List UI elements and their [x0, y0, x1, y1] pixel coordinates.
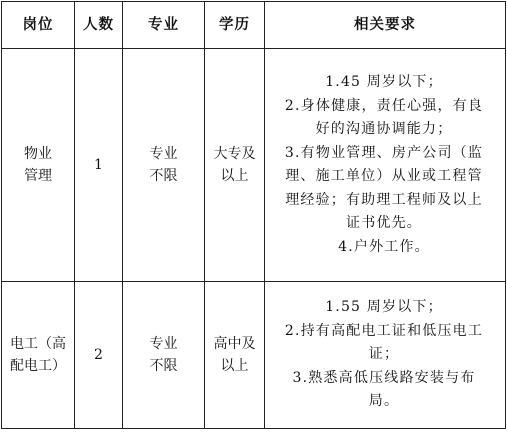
education-cell: [205, 282, 265, 429]
requirement-line: 3.有物业管理、房产公司（监: [284, 144, 484, 161]
requirement-line: 1.55 周岁以下；: [325, 299, 443, 316]
requirement-line: 证书优先。: [346, 215, 422, 231]
requirement-line: 理经验；有助理工程师及以上: [285, 191, 483, 208]
requirements-cell: [265, 49, 506, 282]
table-row: [2, 49, 506, 282]
count-cell: [75, 282, 123, 429]
major-cell: [123, 282, 205, 429]
count-value: 2: [94, 347, 103, 363]
position-line: 物业: [24, 146, 52, 162]
job-requirements-table: [1, 1, 506, 429]
requirement-line: 理、施工单位）从业或工程管: [285, 168, 483, 184]
education-line: 以上: [220, 168, 249, 184]
table-header-row: [2, 2, 506, 49]
requirement-line: 1.45 周岁以下；: [325, 74, 443, 90]
major-line: 专业: [149, 146, 178, 162]
position-line: 管理: [24, 168, 52, 184]
education-line: 高中及: [213, 336, 256, 352]
header-count: 人数: [75, 2, 123, 49]
header-requirements: 相关要求: [265, 2, 506, 49]
position-cell: [2, 282, 75, 429]
education-line: 以上: [220, 358, 249, 374]
major-line: 不限: [149, 168, 178, 184]
major-cell: [123, 49, 205, 282]
requirement-line: 局。: [368, 393, 400, 410]
requirement-line: 2.身体健康，责任心强，有良: [284, 97, 484, 114]
major-line: 专业: [149, 336, 178, 352]
count-cell: [75, 49, 123, 282]
requirements-cell: [265, 282, 506, 429]
table-row: [2, 282, 506, 429]
position-cell: [2, 49, 75, 282]
header-major: 专业: [123, 2, 205, 49]
header-position: 岗位: [2, 2, 75, 49]
requirement-line: 2.持有高配电工证和低压电工: [284, 322, 484, 339]
requirement-line: 证；: [368, 346, 400, 363]
header-education: 学历: [205, 2, 265, 49]
position-line: 电工（高: [10, 336, 66, 352]
position-line: 配电工）: [10, 358, 66, 374]
count-value: 1: [94, 157, 103, 173]
education-cell: [205, 49, 265, 282]
major-line: 不限: [149, 358, 178, 374]
education-line: 大专及: [213, 146, 256, 162]
requirement-line: 好的沟通协调能力；: [315, 121, 453, 137]
requirement-line: 4.户外工作。: [338, 238, 430, 255]
requirement-line: 3.熟悉高低压线路安装与布: [292, 369, 476, 386]
